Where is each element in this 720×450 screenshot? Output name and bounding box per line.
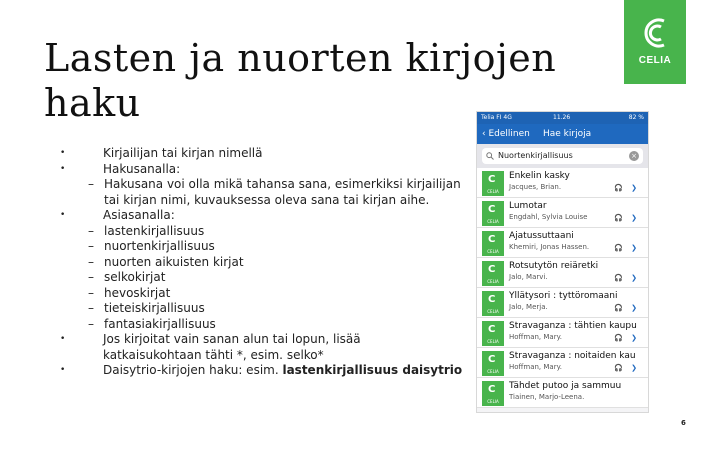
- result-title: Yllätysori : tyttöromaani: [509, 291, 618, 301]
- headphones-icon: 🎧 ❯: [614, 364, 640, 372]
- result-row[interactable]: [477, 318, 648, 348]
- phone-screenshot: [476, 111, 649, 413]
- sub-bullet-item: – tieteiskirjallisuus: [44, 301, 480, 317]
- bullet-item: [60, 363, 480, 379]
- sub-bullet-text: tai kirjan nimi, kuvauksessa oleva sana tai kirjan aihe.: [104, 192, 430, 207]
- bullet-item: • Kirjailijan tai kirjan nimellä: [60, 146, 480, 162]
- sub-bullet-text: Hakusana voi olla mikä tahansa sana, esimerkiksi kirjailijan: [104, 177, 461, 191]
- clear-icon[interactable]: ×: [629, 151, 639, 161]
- book-cover-icon: C CELIA: [482, 351, 504, 376]
- result-row[interactable]: [477, 168, 648, 198]
- result-author: Engdahl, Sylvia Louise: [509, 213, 588, 221]
- logo-text: CELIA: [638, 55, 672, 66]
- result-title: Rotsutytön reiäretki: [509, 261, 599, 271]
- back-label: Edellinen: [488, 129, 530, 139]
- result-author: Khemiri, Jonas Hassen.: [509, 243, 590, 251]
- headphones-icon: 🎧 ❯: [614, 184, 640, 192]
- book-cover-icon: C CELIA: [482, 261, 504, 286]
- back-button[interactable]: ‹ Edellinen: [482, 129, 530, 139]
- result-row[interactable]: [477, 198, 648, 228]
- nav-bar: [477, 124, 648, 144]
- result-author: Tiainen, Marjo-Leena.: [509, 393, 585, 401]
- celia-logo: [624, 0, 686, 84]
- result-row[interactable]: [477, 228, 648, 258]
- bullet-list: [60, 146, 480, 379]
- book-cover-icon: C CELIA: [482, 171, 504, 196]
- bullet-item: • Asiasanalla:: [60, 208, 480, 224]
- search-bar: [477, 144, 648, 168]
- search-input[interactable]: [482, 148, 643, 164]
- result-author: Jacques, Brian.: [509, 183, 562, 191]
- celia-logo-icon: [640, 16, 670, 50]
- page-number: 6: [681, 419, 686, 427]
- result-row[interactable]: [477, 258, 648, 288]
- book-cover-icon: C CELIA: [482, 231, 504, 256]
- title-line-2: haku: [44, 81, 141, 125]
- headphones-icon: 🎧 ❯: [614, 334, 640, 342]
- bullet-item: [60, 332, 480, 363]
- result-author: Hoffman, Mary.: [509, 363, 562, 371]
- headphones-icon: 🎧 ❯: [614, 244, 640, 252]
- result-author: Jalo, Merja.: [509, 303, 548, 311]
- result-title: Stravaganza : tähtien kaupu: [509, 321, 637, 331]
- result-author: Hoffman, Mary.: [509, 333, 562, 341]
- result-row[interactable]: [477, 288, 648, 318]
- bullet-text: Jos kirjoitat vain sanan alun tai lopun, lisää: [103, 332, 361, 346]
- title-line-1: Lasten ja nuorten kirjojen: [44, 36, 557, 80]
- book-cover-icon: C CELIA: [482, 291, 504, 316]
- search-value: Nuortenkirjallisuus: [498, 151, 573, 160]
- book-cover-icon: C CELIA: [482, 381, 504, 406]
- result-title: Ajatussuttaani: [509, 231, 574, 241]
- result-row[interactable]: [477, 348, 648, 378]
- book-cover-icon: C CELIA: [482, 201, 504, 226]
- result-author: Jalo, Marvi.: [509, 273, 548, 281]
- bullet-bold-text: lastenkirjallisuus daisytrio: [282, 363, 463, 377]
- result-title: Enkelin kasky: [509, 171, 570, 181]
- status-bar: [477, 112, 648, 124]
- sub-bullet-item: [44, 177, 480, 208]
- bullet-text: katkaisukohtaan tähti *, esim. selko*: [103, 347, 324, 362]
- headphones-icon: 🎧 ❯: [614, 214, 640, 222]
- bullet-text: Daisytrio-kirjojen haku: esim.: [103, 363, 283, 377]
- sub-bullet-item: – nuorten aikuisten kirjat: [44, 255, 480, 271]
- result-row[interactable]: [477, 378, 648, 408]
- result-title: Tähdet putoo ja sammuu: [509, 381, 622, 391]
- headphones-icon: 🎧 ❯: [614, 304, 640, 312]
- search-icon: [486, 152, 494, 160]
- result-title: Lumotar: [509, 201, 547, 211]
- nav-title: Hae kirjoja: [543, 129, 592, 139]
- sub-bullet-item: – fantasiakirjallisuus: [44, 317, 480, 333]
- sub-bullet-item: – hevoskirjat: [44, 286, 480, 302]
- sub-bullet-item: – nuortenkirjallisuus: [44, 239, 480, 255]
- result-title: Stravaganza : noitaiden kau: [509, 351, 636, 361]
- bullet-item: • Hakusanalla:: [60, 162, 480, 178]
- book-cover-icon: C CELIA: [482, 321, 504, 346]
- sub-bullet-item: – lastenkirjallisuus: [44, 224, 480, 240]
- carrier-label: Telia FI 4G: [481, 114, 512, 121]
- result-list: [477, 168, 648, 408]
- sub-bullet-item: – selkokirjat: [44, 270, 480, 286]
- battery-label: 82 %: [628, 114, 644, 121]
- headphones-icon: 🎧 ❯: [614, 274, 640, 282]
- time-label: 11.26: [553, 114, 571, 121]
